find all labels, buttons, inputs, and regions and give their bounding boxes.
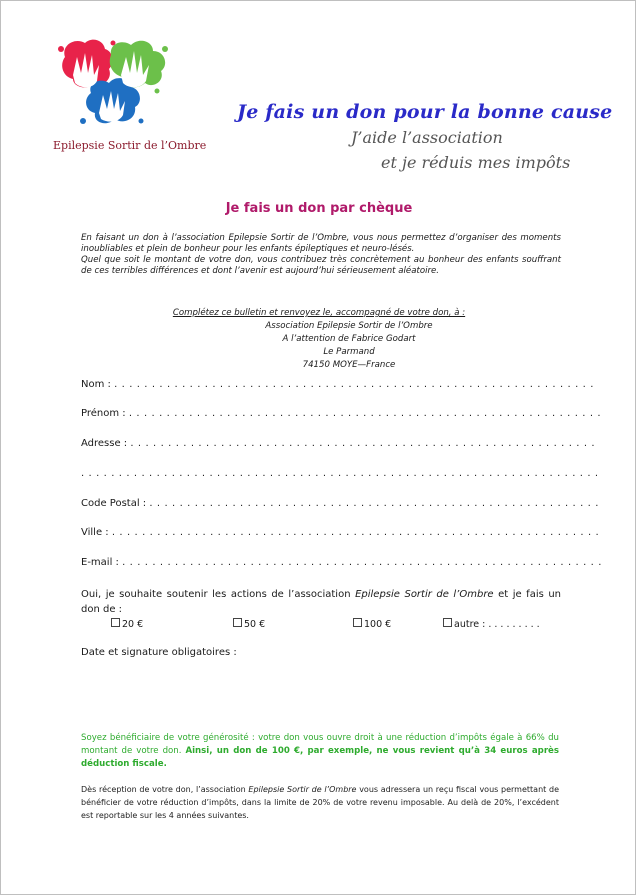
amount-20-checkbox[interactable]	[111, 618, 120, 627]
date-signature-label: Date et signature obligatoires :	[81, 647, 237, 658]
ville-dots[interactable]: . . . . . . . . . . . . . . . . . . . . . . . . . . . . . . . . . . . . . . . . . . . . . . . . . . . . . . . . . . . . . . . . .	[111, 527, 600, 538]
intro-paragraph-1: En faisant un don à l’association Epilepsie Sortir de l’Ombre, vous nous permettez d’organiser des moments inoubliables et plein de bonheur pour les enfants épileptiques et neuro-lésés.	[81, 233, 561, 254]
tax-detail-post: vous adressera un reçu fiscal vous permettant de bénéficier de votre réduction d’impôts, dans la limite de 20% de votre revenu imposable. Au delà de 20%, l’excédent est reportable sur les 4 années suivantes.	[81, 785, 559, 820]
ville-field[interactable]	[81, 527, 599, 538]
amount-100-option[interactable]	[353, 618, 391, 630]
address-line-1: Association Epilepsie Sortir de l’Ombre	[265, 321, 433, 331]
intro-text	[81, 233, 561, 277]
support-statement	[81, 587, 561, 617]
adresse-label: Adresse :	[81, 438, 128, 449]
email-dots[interactable]: . . . . . . . . . . . . . . . . . . . . . . . . . . . . . . . . . . . . . . . . . . . . . . . . . . . . . . . . . . . . . . . .	[122, 557, 602, 568]
ville-label: Ville :	[81, 527, 109, 538]
amount-other-checkbox[interactable]	[443, 618, 452, 627]
subheadline-1: J’aide l’association	[351, 128, 503, 147]
amount-20-option[interactable]	[111, 618, 143, 630]
mailing-address	[1, 307, 636, 372]
amount-100-label: 100 €	[364, 619, 392, 630]
headline: Je fais un don pour la bonne cause	[237, 101, 613, 123]
nom-field[interactable]	[81, 379, 594, 390]
tax-receipt-details	[81, 783, 559, 822]
support-text-post: et je fais un don de :	[81, 589, 562, 615]
amount-20-label: 20 €	[122, 619, 144, 630]
intro-paragraph-2: Quel que soit le montant de votre don, vous contribuez très concrètement au bonheur des enfants souffrant de ces terribles différences et dont l’avenir est aujourd’hui sérieusement aléatoire.	[81, 255, 561, 276]
section-title: Je fais un don par chèque	[225, 201, 413, 216]
tax-detail-association-name: Epilepsie Sortir de l’Ombre	[248, 785, 357, 794]
mailing-instruction: Complétez ce bulletin et renvoyez le, accompagné de votre don, à :	[172, 308, 466, 318]
adresse-dots[interactable]: . . . . . . . . . . . . . . . . . . . . . . . . . . . . . . . . . . . . . . . . . . . . . . . . . . . . . . . . . . . . . .	[130, 438, 596, 449]
support-association-name: Epilepsie Sortir de l’Ombre	[355, 589, 494, 600]
tax-benefit-text: Soyez bénéficiaire de votre générosité : votre don vous ouvre droit à une réduction d’impôts égale à 66% du montant de votre don.	[81, 733, 559, 756]
adresse-line2-field[interactable]	[81, 468, 599, 479]
prenom-label: Prénom :	[81, 408, 126, 419]
tax-benefit-notice	[81, 732, 559, 771]
amount-50-checkbox[interactable]	[233, 618, 242, 627]
prenom-dots[interactable]: . . . . . . . . . . . . . . . . . . . . . . . . . . . . . . . . . . . . . . . . . . . . . . . . . . . . . . . . . . . . . . .	[128, 408, 602, 419]
email-field[interactable]	[81, 557, 602, 568]
colorful-hands-logo-icon	[53, 35, 193, 135]
nom-label: Nom :	[81, 379, 111, 390]
address-line-4: 74150 MOYE—France	[302, 360, 396, 370]
code-postal-dots[interactable]: . . . . . . . . . . . . . . . . . . . . . . . . . . . . . . . . . . . . . . . . . . . . . . . . . . . . . . . . . . . .	[149, 498, 600, 509]
prenom-field[interactable]	[81, 408, 601, 419]
subheadline-2: et je réduis mes impôts	[381, 153, 571, 172]
logo-caption: Epilepsie Sortir de l’Ombre	[53, 139, 207, 152]
nom-dots[interactable]: . . . . . . . . . . . . . . . . . . . . . . . . . . . . . . . . . . . . . . . . . . . . . . . . . . . . . . . . . . . . . . . .	[114, 379, 594, 390]
tax-benefit-example: Ainsi, un don de 100 €, par exemple, ne vous revient qu’à 34 euros après déduction fiscale.	[81, 746, 560, 769]
email-label: E-mail :	[81, 557, 119, 568]
amount-50-label: 50 €	[244, 619, 266, 630]
adresse-line2-dots[interactable]: . . . . . . . . . . . . . . . . . . . . . . . . . . . . . . . . . . . . . . . . . . . . . . . . . . . . . . . . . . . . . . . . . . . . .	[81, 468, 599, 479]
amount-50-option[interactable]	[233, 618, 265, 630]
support-text-pre: Oui, je souhaite soutenir les actions de l’association	[81, 589, 356, 600]
amount-other-option[interactable]	[443, 618, 540, 630]
adresse-field[interactable]	[81, 438, 595, 449]
code-postal-field[interactable]	[81, 498, 599, 509]
tax-detail-pre: Dès réception de votre don, l’association	[81, 785, 249, 794]
amount-100-checkbox[interactable]	[353, 618, 362, 627]
address-line-3: Le Parmand	[323, 347, 375, 357]
address-line-2: A l’attention de Fabrice Godart	[282, 334, 416, 344]
code-postal-label: Code Postal :	[81, 498, 147, 509]
amount-other-label: autre : . . . . . . . . .	[454, 619, 540, 630]
